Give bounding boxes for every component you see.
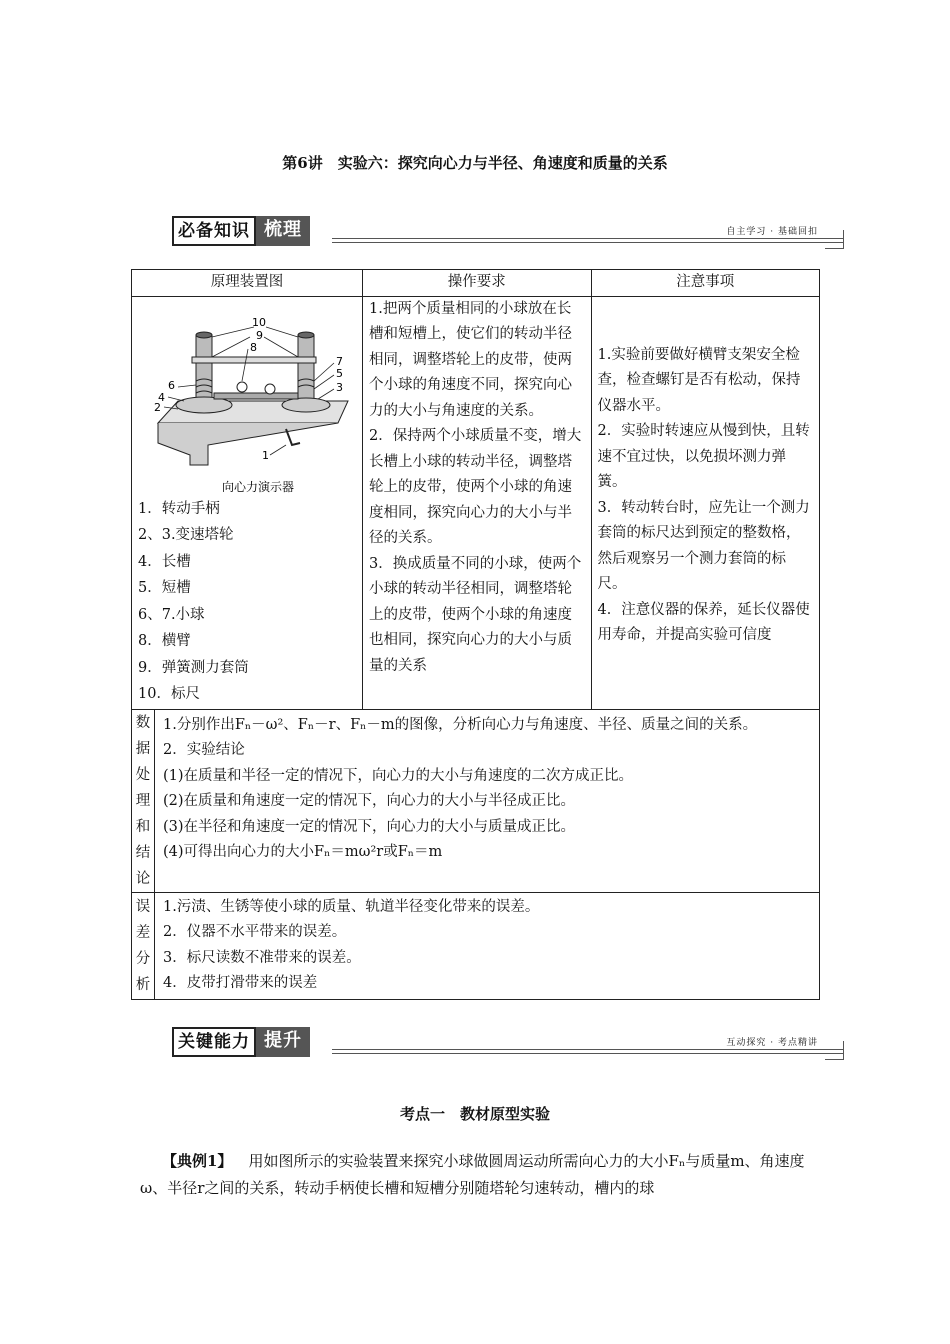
data-label-char: 据 [135,740,151,757]
figure-cell [132,296,363,709]
data-line: 2．实验结论 [163,742,245,758]
error-content-cell [155,892,820,999]
banner-end [825,230,844,249]
figure-label-10: 10 [252,315,266,329]
error-line: 1.污渍、生锈等使小球的质量、轨道半径变化带来的误差。 [163,898,540,915]
header-operation: 操作要求 [363,270,592,297]
banner-subtitle: 自主学习 · 基础回扣 [722,224,822,237]
centripetal-apparatus-figure [138,305,356,497]
notes-text: 1.实验前要做好横臂支架安全检查，检查螺钉是否有松动，保持仪器水平。 2．实验时转速应从慢到快，且转速不宜过快，以免损坏测力弹簧。 3．转动转台时，应先让一个测力套筒的标尺达到预定的整数格，然后观察另一个测力套筒的标尺。 4．注意仪器的保养，延长仪器使用寿命，并提高实验可信度 [597,346,810,643]
data-line: (1)在质量和半径一定的情况下，向心力的大小与角速度的二次方成正比。 [163,767,634,784]
notes-cell [591,296,820,709]
data-label-cell [132,709,155,892]
error-label-char: 误 [135,898,151,915]
banner-rule [332,238,844,243]
parts-list [138,497,356,709]
figure-label-2: 2 [154,400,161,414]
table-row-data [132,709,820,892]
operation-cell [363,296,592,709]
error-line: 4．皮带打滑带来的误差 [163,975,318,991]
data-line: (3)在半径和角速度一定的情况下，向心力的大小与质量成正比。 [163,818,576,835]
section-banner-ability [172,1027,844,1061]
data-label-char: 和 [135,818,151,835]
section-banner-knowledge [172,216,844,250]
figure-label-9: 9 [256,328,263,342]
figure-label-1: 1 [262,448,269,462]
table-row-error [132,892,820,999]
list-item: 2、3.变速塔轮 [138,527,234,543]
example-paragraph [140,1148,815,1202]
data-line: (2)在质量和角速度一定的情况下，向心力的大小与半径成正比。 [163,793,576,809]
error-line: 3．标尺读数不准带来的误差。 [163,949,361,966]
error-label-char: 差 [135,924,151,941]
header-notes: 注意事项 [591,270,820,297]
banner-label: 必备知识 [172,216,256,246]
error-label-cell [132,892,155,999]
page-title: 第6讲 实验六：探究向心力与半径、角速度和质量的关系 [282,154,668,172]
error-label-char: 分 [135,950,151,967]
example-label: 【典例1】 [162,1152,233,1170]
list-item: 5．短槽 [138,580,191,596]
example-text: 用如图所示的实验装置来探究小球做圆周运动所需向心力的大小Fₙ与质量m、角速度ω、半径r之间的关系，转动手柄使长槽和短槽分别随塔轮匀速转动，槽内的球 [140,1152,805,1197]
figure-label-8: 8 [250,340,257,354]
banner-rule [332,1049,844,1054]
table-header-row [132,270,820,297]
data-label-char: 处 [135,766,151,783]
error-line: 2．仪器不水平带来的误差。 [163,924,347,940]
list-item: 1．转动手柄 [138,500,220,517]
banner-label-highlight: 提升 [256,1027,310,1057]
list-item: 10．标尺 [138,686,200,702]
list-item: 4．长槽 [138,553,191,570]
operation-text: 1.把两个质量相同的小球放在长槽和短槽上，使它们的转动半径相同，调整塔轮上的皮带，使两个小球的角速度不同，探究向心力的大小与角速度的关系。 2．保持两个小球质量不变，增大长槽上小球的转动半径，调整塔轮上的皮带，使两个小球的角速度相同，探究向心力的大小与半径的关系。 3．换成质量不同的小球，使两个小球的转动半径相同，调整塔轮上的皮带，使两个小球的角速度也相同，探究向心力的大小与质量的关系 [369,300,582,674]
banner-label-highlight: 梳理 [256,216,310,246]
figure-label-7: 7 [336,354,343,368]
figure-label-5: 5 [336,366,343,380]
banner-end [825,1041,844,1060]
data-label-char: 理 [135,792,151,809]
data-label-char: 数 [135,714,151,731]
experiment-table [131,269,820,1000]
data-label-char: 结 [135,844,151,861]
data-label-char: 论 [135,870,151,887]
data-content-cell [155,709,820,892]
table-row-main [132,296,820,709]
data-line: 1.分别作出Fₙ－ω²、Fₙ－r、Fₙ－m的图像，分析向心力与角速度、半径、质量之间的关系。 [163,716,758,733]
data-line: (4)可得出向心力的大小Fₙ＝mω²r或Fₙ＝m [163,844,443,860]
error-label-char: 析 [135,976,151,993]
banner-label: 关键能力 [172,1027,256,1057]
list-item: 9．弹簧测力套筒 [138,659,249,676]
list-item: 6、7.小球 [138,606,205,623]
list-item: 8．横臂 [138,633,191,649]
figure-label-6: 6 [168,378,175,392]
banner-subtitle: 互动探究 · 考点精讲 [722,1035,822,1048]
figure-label-4: 4 [158,390,165,404]
figure-caption: 向心力演示器 [222,479,295,494]
section-heading: 考点一 教材原型实验 [399,1105,550,1123]
figure-label-3: 3 [336,380,343,394]
header-principle: 原理装置图 [132,270,363,297]
